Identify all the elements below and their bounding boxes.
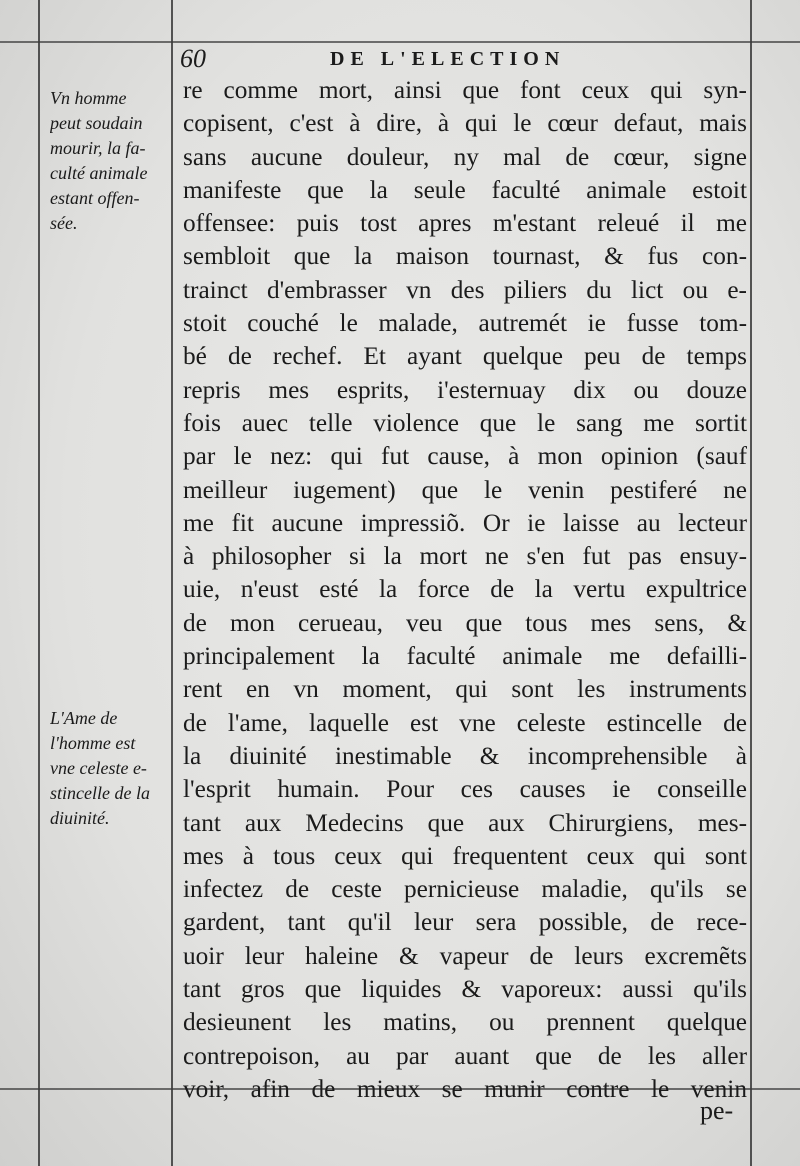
body-line: repris mes esprits, i'esternuay dix ou douze [183, 375, 747, 404]
body-line: uoir leur haleine & vapeur de leurs excremẽts [183, 941, 747, 970]
body-line: fois auec telle violence que le sang me sortit [183, 408, 747, 437]
body-line: bé de rechef. Et ayant quelque peu de temps [183, 342, 747, 371]
margin-note-line: Vn homme [50, 88, 127, 108]
body-line: contrepoison, au par auant que de les aller [183, 1041, 747, 1070]
body-line: me fit aucune impressiõ. Or ie laisse au lecteur [183, 508, 747, 537]
top-rule [0, 41, 800, 43]
body-line: meilleur iugement) que le venin pestiferé ne [183, 475, 747, 504]
margin-note-line: stincelle de la [50, 783, 150, 803]
page-number: 60 [180, 44, 206, 73]
margin-note-1 [50, 86, 176, 236]
body-line: manifeste que la seule faculté animale estoit [183, 175, 747, 204]
body-line: uie, n'eust esté la force de la vertu expultrice [183, 575, 747, 604]
body-line: trainct d'embrasser vn des piliers du lict ou e- [183, 275, 747, 304]
right-margin-rule [750, 0, 752, 1166]
catchword: pe- [700, 1096, 734, 1125]
body-line: desieunent les matins, ou prennent quelque [183, 1008, 747, 1037]
body-line: rent en vn moment, qui sont les instruments [183, 675, 747, 704]
page-header [180, 44, 740, 74]
body-line: de l'ame, laquelle est vne celeste estincelle de [183, 708, 747, 737]
body-line: voir, afin de mieux se munir contre le venin [183, 1074, 747, 1103]
body-line: infectez de ceste pernicieuse maladie, qu'ils se [183, 875, 747, 904]
body-line: principalement la faculté animale me defailli- [183, 642, 747, 671]
body-line: tant gros que liquides & vaporeux: aussi qu'ils [183, 975, 747, 1004]
margin-note-line: mourir, la fa- [50, 138, 146, 158]
body-line: de mon cerueau, veu que tous mes sens, & [183, 608, 747, 637]
margin-note-line: estant offen- [50, 188, 140, 208]
body-line: sembloit que la maison tournast, & fus con- [183, 242, 747, 271]
margin-note-line: vne celeste e- [50, 758, 147, 778]
margin-note-line: peut soudain [50, 113, 143, 133]
body-line: copisent, c'est à dire, à qui le cœur defaut, mais [183, 109, 747, 138]
margin-note-line: l'homme est [50, 733, 136, 753]
margin-note-line: diuinité. [50, 808, 110, 828]
body-text [183, 74, 747, 1106]
body-line: gardent, tant qu'il leur sera possible, de rece- [183, 908, 747, 937]
body-line: tant aux Medecins que aux Chirurgiens, mes- [183, 808, 747, 837]
margin-note-2 [50, 706, 176, 831]
margin-note-line: culté animale [50, 163, 148, 183]
body-line: à philosopher si la mort ne s'en fut pas ensuy- [183, 542, 747, 571]
body-line: par le nez: qui fut cause, à mon opinion (sauf [183, 442, 747, 471]
margin-note-line: L'Ame de [50, 708, 118, 728]
body-line: mes à tous ceux qui frequentent ceux qui sont [183, 841, 747, 870]
margin-note-line: sée. [50, 213, 78, 233]
body-line: offensee: puis tost apres m'estant releué il me [183, 209, 747, 238]
body-line: re comme mort, ainsi que font ceux qui syn- [183, 76, 747, 104]
running-head: DE L'ELECTION [330, 48, 566, 70]
body-line: la diuinité inestimable & incomprehensible à [183, 741, 747, 770]
outer-margin-rule [38, 0, 40, 1166]
body-line: l'esprit humain. Pour ces causes ie conseille [183, 775, 747, 804]
body-line: stoit couché le malade, autremét ie fusse tom- [183, 309, 747, 338]
body-line: sans aucune douleur, ny mal de cœur, signe [183, 142, 747, 171]
